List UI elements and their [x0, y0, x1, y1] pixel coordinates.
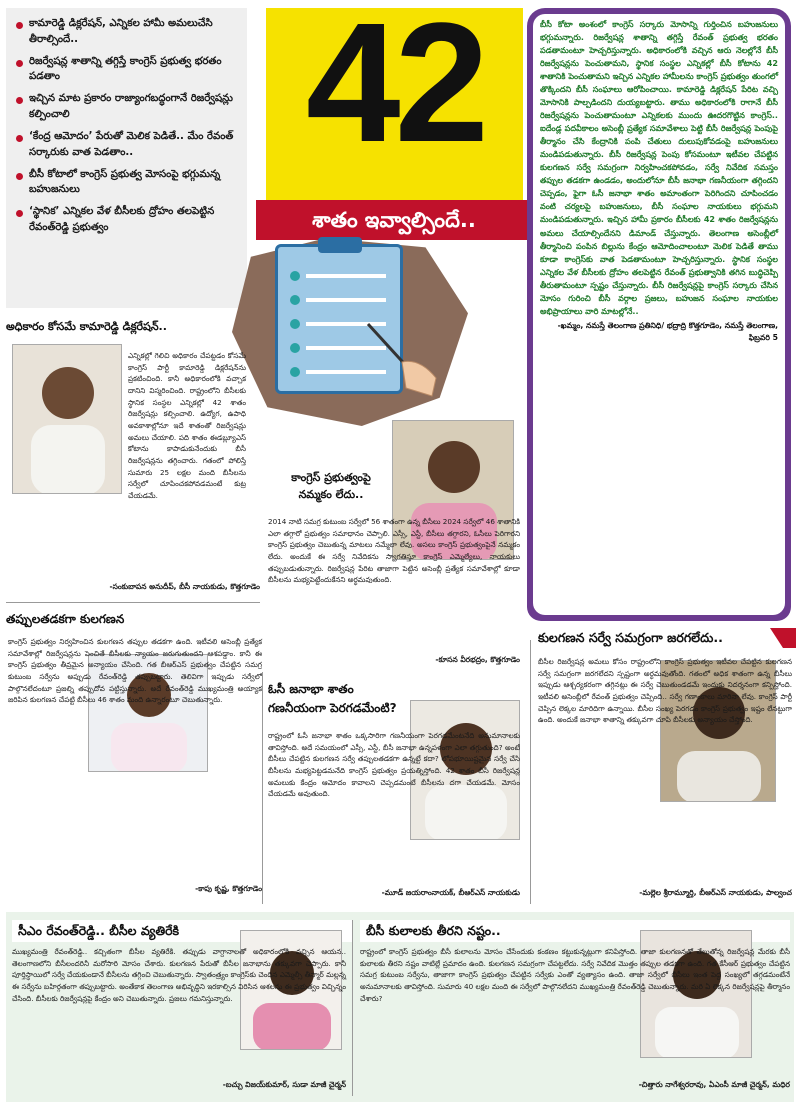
hero-number: 42 — [305, 0, 484, 178]
article1-body: ఎన్నికల్లో గెలిచి అధికారం చేపట్టడం కోసమే కాంగ్రెస్ పార్టీ కామారెడ్డి డిక్లరేషన్‌ను ప్రకటించింది. కానీ అధికారంలోకి వచ్చాక దానిని విస్మరించింది. రాష్ట్రంలోని బీసీలకు స్థానిక సంస్థల ఎన్నికల్లో 42 శాతం రిజర్వేషన్లు కల్పించాలి. ఉద్యోగ, ఉపాధి అవకాశాల్లోనూ ఇదే శాతంతో రిజర్వేషన్లు అమలు చేయాలి. పది శాతం ఈడబ్ల్యూఎస్ కోటాను కాపాడుకునేందుకు బీసీ రిజర్వేషన్లను తగ్గించారు. గతంలో పోలిస్తే సుమారు 25 లక్షల మంది బీసీలను సర్వేలో చూపించకపోవడమంటే కుట్ర చేయడమే. — [128, 351, 246, 500]
article4-headline-line2: గణనీయంగా పెరగడమేంటి? — [268, 700, 397, 715]
intro-text: బీసీ కోటా అంశంలో కాంగ్రెస్ సర్కారు మోసాన్ని గుర్తించిన బహుజనులు భగ్గుమన్నారు. రిజర్వేషన్ల శాతాన్ని తగ్గిస్తే రేవంత్ ప్రభుత్వ భరతం పడతామంటూ హెచ్చరిస్తున్నారు. అధికారంలోకి వచ్చిన ఆరు నెలల్లోనే బీసీ రిజర్వేషన్లను పెంచుతామని, స్థానిక సంస్థల ఎన్నికల్లో బీసీ కోటాను 42 శాతానికి పెంచుతామని ఇచ్చిన ఎన్నికల హామీలను కాంగ్రెస్ ప్రభుత్వం తుంగలో తొక్కిందని బీసీ సంఘాలు ఆరోపించాయి. కామారెడ్డి డిక్లరేషన్ పేరిట వచ్చి మోసానికి పాల్పడిందని దుయ్యబట్టారు. తాము అధికారంలోకి రాగానే బీసీ రిజర్వేషన్లను పెంచుతామంటూ ఎన్నికలకు ముందు ఊదరగొట్టిన కాంగ్రెస్.. ఐదేండ్ల పదవీకాలం అసెంబ్లీ ప్రత్యేక సమావేశాలు పెట్టి బీసీ రిజర్వేషన్ల పెంపుపై తీర్మానం చేసి కేంద్రానికి పంపి చేతులు దులుపుకోవడంపై బహుజనులు మండిపడుతున్నారు. బీసీ రిజర్వేషన్ల పెంపు కోసమంటూ ఇటీవల చేపట్టిన కులగణన సర్వే సమగ్రంగా నిర్వహించకపోవడం, సర్వే నివేదిక సమస్తం తప్పుల తడకగా ఉండడం, అందులోనూ బీసీ జనాభా గణనీయంగా తగ్గిందని చెప్పడం, ఫైగా ఓసీ జనాభా శాతం అమాంతంగా పెరిగిందని చూపించడం వంటి చర్యలపై బహుజనులు, బీసీ సంఘాల నాయకులు భగ్గుమని మండిపడుతున్నారు. ఇచ్చిన హామీ ప్రకారం బీసీలకు 42 శాతం రిజర్వేషన్లను అమలు చేయాల్సిందేనని డిమాండ్ చేస్తున్నారు. తెలంగాణ అసెంబ్లీలో తీర్మానించి పంపిన బిల్లును కేంద్రం ఆమోదించాలంటూ మెలిక పెడితే తాము కూడా కాంగ్రెస్‌కు వాత పెడతామంటూ హెచ్చరిస్తున్నారు. స్థానిక సంస్థల ఎన్నికల వేళ బీసీలకు ద్రోహం తలపెట్టిన రేవంత్ ప్రభుత్వానికి తగిన బుద్ధిచెప్పి తీరుతామంటూ స్పష్టం చేస్తున్నారు. బీసీ రిజర్వేషన్లపై కాంగ్రెస్ సర్కారు చేసిన మోసం గురించి బీసీ వర్గాల ప్రజలు, బహుజన సంఘాల నాయకుల అభిప్రాయాలు వారి మాటల్లోనే.. — [540, 20, 778, 316]
highlight-item: రిజర్వేషన్ల శాతాన్ని తగ్గిస్తే కాంగ్రెస్ ప్రభుత్వ భరతం పడతాం — [16, 54, 239, 86]
hand-with-pen-icon — [362, 318, 442, 398]
article4-body: రాష్ట్రంలో ఓసీ జనాభా శాతం ఒక్కసారిగా గణనీయంగా పెరగడమేంటనేది అనుమానాలకు తావిస్తోంది. అదే సమయంలో ఎస్సీ, ఎస్టీ, బీసీ జనాభా ఉన్నపళంగా ఎలా తగ్గుతుంది? అంటే బీసీలు చేపట్టిన కులగణన సర్వే తప్పులతడకగా ఉన్నట్టే కదా? లోపభూయిష్టమైన సర్వే చేసి బీసీలను మభ్యపెట్టడమనేది కాంగ్రెస్ ప్రభుత్వం ప్రయత్నిస్తోంది. 42 శాతం బీసీ రిజర్వేషన్ల అమలుకు కేంద్రం ఆమోదం కావాలని చెప్పడమంటే బీసీలను దగా చేయడమే. మోసం చేయడమే అవుతుంది. — [268, 731, 520, 799]
article2-body: 2014 నాటి సమగ్ర కుటుంబ సర్వేలో 56 శాతంగా ఉన్న బీసీలు 2024 సర్వేలో 46 శాతానికి ఎలా తగ్గారో ప్రభుత్వం సమాధానం చెప్పాలి. ఎస్సీ, ఎస్టీ, బీసీలు తగ్గారని, ఓసీలు పెరిగారని కాంగ్రెస్ ప్రభుత్వం చెబుతున్న మాటలు నమ్మేలా లేవు. అసలు కాంగ్రెస్ ప్రభుత్వంపైనే నమ్మకం లేదు. అందుకే ఈ సర్వే నివేదికను స్వాగతిస్తూ కాంగ్రెస్ ఎమ్మెల్యేలు, నాయకులు తప్పుబడుతున్నారు. రిజర్వేషన్ల పేరిట తాజాగా పెట్టిన అసెంబ్లీ ప్రత్యేక సమావేశాల్లో కూడా బీసీలను మభ్యపెట్టేందుకేనని అర్థమవుతుంది. — [268, 517, 520, 585]
article4-headline-line1: ఓసీ జనాభా శాతం — [268, 682, 354, 696]
article2-headline-line1: కాంగ్రెస్ ప్రభుత్వంపై — [291, 471, 371, 484]
article2-byline: -కూసన వీరభద్రం, కొత్తగూడెం — [435, 655, 520, 664]
divider — [6, 602, 260, 603]
article2-headline — [266, 470, 396, 503]
article1-byline: -సంకుబాపన అనుదీప్, బీసీ నాయకుడు, కొత్తగూడెం — [109, 582, 260, 591]
hero-banner: శాతం ఇవ్వాల్సిందే.. — [256, 200, 532, 240]
article2-headline-line2: నమ్మకం లేదు.. — [298, 487, 364, 501]
highlight-item: బీసీ కోటాలో కాంగ్రెస్ ప్రభుత్వ మోసంపై భగ్గుమన్న బహుజనులు — [16, 167, 239, 199]
article7-headline: బీసీ కులాలకు తీరని నష్టం.. — [360, 920, 790, 942]
article5-byline: -మల్లెల శ్రీరామ్మూర్తి, బీఆర్‌ఎస్ నాయకుడు, పాల్వంచ — [639, 888, 792, 897]
article7-body: రాష్ట్రంలో కాంగ్రెస్ ప్రభుత్వం బీసీ కులాలను మోసం చేసేందుకు కంకణం కట్టుకున్నట్లుగా కనిపిస్తోంది. తాజా కులగణనతో తేలుతోన్న రిజర్వేషన్ల మేరకు బీసీ కులాలకు తీరని నష్టం వాటిల్లే ప్రమాదం ఉంది. కులగణన సమగ్రంగా చేపట్టలేదు. సర్వే నివేదిక మొత్తం తప్పుల తడకగా ఉంది. గత కేసీఆర్ ప్రభుత్వం చేపట్టిన సమగ్ర కుటుంబ సర్వేను, తాజాగా కాంగ్రెస్ ప్రభుత్వం చేపట్టిన సర్వేకు ఎంతో వ్యత్యాసం ఉంది. తాజా సర్వేలో బీసీలు ఇంత పెద్ద సంఖ్యలో తగ్గడమంటేనే అనుమానాలకు తావిస్తోంది. సుమారు 40 లక్షల మంది ఈ సర్వేలో పాల్గొనలేదని ముఖ్యమంత్రి రేవంత్‌రెడ్డి చెబుతున్నారు. మరి ఏ లెక్కన రిజర్వేషన్లపై తీర్మానం చేశారు? — [360, 947, 790, 1003]
article7-byline: -చిత్తారు నాగేశ్వరరావు, ఏఎంసీ మాజీ చైర్మన్, మధిర — [638, 1080, 790, 1089]
article3-body: కాంగ్రెస్ ప్రభుత్వం నిర్వహించిన కులగణన తప్పుల తడకగా ఉంది. ఇటీవలి అసెంబ్లీ ప్రత్యేక సమావేశాల్లో రిజర్వేషన్లను పెంచితే బీసీలకు న్యాయం జరుగుతుందని ఆశపడ్డాం. కానీ ఈ కాంగ్రెస్ ప్రభుత్వం తీవ్రమైన అన్యాయం చేసింది. గత బీఆర్‌ఎస్ ప్రభుత్వం చేపట్టిన సమగ్ర కుటుంబ సర్వేను అప్పుడు రేవంత్‌రెడ్డి తప్పుబట్టారు. తెలివిగా ఇప్పుడు సర్వేలో పాల్గొనలేదంటూ ప్రజల్ని తప్పుదోవ పట్టిస్తున్నారు. అదే రేవంత్‌రెడ్డి ముఖ్యమంత్రి అయ్యాక జరిపిన కులగణన చేపట్టి బీసీలు 46 శాతం మంది ఉన్నారంటూ చెబుతున్నారు. — [8, 637, 262, 705]
article5-headline: కులగణన సర్వే సమగ్రంగా జరగలేదు.. — [536, 628, 792, 648]
divider — [352, 920, 353, 1096]
article5-body: బీసీల రిజర్వేషన్ల అమలు కోసం రాష్ట్రంలోని కాంగ్రెస్ ప్రభుత్వం ఇటీవల చేపట్టిన కులగణన సర్వే సమగ్రంగా జరగలేదని స్పష్టంగా అర్థమవుతోంది. గతంలో అధిక శాతంగా ఉన్న బీసీలు ఇప్పుడు ఆశ్చర్యకరంగా తగ్గినట్లు ఈ సర్వే చెబుతుండడమే ఇందుకు నిదర్శనంగా కన్పిస్తోంది. ఇటీవలి అసెంబ్లీలో రేవంత్ ప్రభుత్వం చెప్పింది.. సర్వే గణాంకాలు మారినా లేవు. కాంగ్రెస్ పార్టీ చెప్పిన లెక్కల మారిదిగా ఉన్నాయి. బీసీల సంఖ్య పెరగడం కాంగ్రెస్ ప్రభుత్వం ఇష్టం లేనట్టుగా ఉంది. అందుకే జనాభా శాతాన్ని తక్కువగా చూపి బీసీలకు అన్యాయం చేస్తోంది. — [538, 657, 792, 725]
intro-byline: -ఖమ్మం, నమస్తే తెలంగాణ ప్రతినిధి/ భద్రాద్రి కొత్తగూడెం, నమస్తే తెలంగాణ, ఫిబ్రవరి 5 — [557, 320, 778, 343]
highlights-panel — [6, 8, 247, 308]
article3-byline: -కాపు కృష్ణ, కొత్తగూడెం — [195, 884, 262, 893]
article6-body: ముఖ్యమంత్రి రేవంత్‌రెడ్డి.. కచ్చితంగా బీసీల వ్యతిరేకి. తప్పుడు వాగ్దానాలతో అధికారంలోకి వచ్చిన ఆయన.. తెలంగాణలోని బీసీలందరినీ మరోసారి మోసం చేశారు. కులగణన పేరుతో బీసీల జనాభాను తక్కువగా చెప్పారు. కానీ పూర్తిస్థాయిలో సర్వే చేయకుండానే బీసీలను తగ్గించి చెబుతున్నారు. స్వాతంత్ర్యం కాంగ్రెస్‌కు చెందిన ఎమ్మెల్సీ తీన్మార్ మల్లన్న ఈ సర్వేను బహిర్గతంగా తప్పుబట్టారు. అంతేకాక తెలంగాణ అభివృద్ధిని ఇరకాల్సిన విరిసిన ఆశలను ఈ ప్రభుత్వం విచ్ఛిన్నం చేసింది. బీసీలకు రిజర్వేషన్లపై కేంద్రం అని చెబుతున్నారు. ప్రజలు గమనిస్తున్నారు. — [12, 947, 346, 1003]
highlight-item: ‘స్థానిక’ ఎన్నికల వేళ బీసీలకు ద్రోహం తలపెట్టిన రేవంత్‌రెడ్డి ప్రభుత్వం — [16, 204, 239, 236]
highlight-item: కామారెడ్డి డిక్లరేషన్, ఎన్నికల హామీ అమలుచేసి తీరాల్సిందే.. — [16, 16, 239, 48]
highlight-item: ‘కేంద్ర ఆమోదం’ పేరుతో మెలిక పెడితే.. మేం రేవంత్ సర్కారుకు వాత పెడతాం.. — [16, 129, 239, 161]
divider — [530, 640, 531, 904]
divider — [262, 672, 263, 904]
article4-byline: -మూడ్ జయరాంనాయక్, బీఆర్‌ఎస్ నాయకుడు — [381, 888, 520, 897]
article1-portrait — [12, 344, 122, 494]
article3-headline: తప్పులతడకగా కులగణన — [6, 612, 125, 626]
article6-byline: -బచ్చు విజయ్‌కుమార్, సుడా మాజీ చైర్మన్ — [222, 1080, 346, 1089]
highlight-item: ఇచ్చిన మాట ప్రకారం రాజ్యాంగబద్ధంగానే రిజర్వేషన్లు కల్పించాలి — [16, 91, 239, 123]
article6-headline: సీఎం రేవంత్‌రెడ్డి.. బీసీల వ్యతిరేకి — [12, 920, 352, 942]
article1-headline: అధికారం కోసమే కామారెడ్డి డిక్లరేషన్.. — [6, 320, 167, 333]
intro-box — [527, 8, 791, 621]
